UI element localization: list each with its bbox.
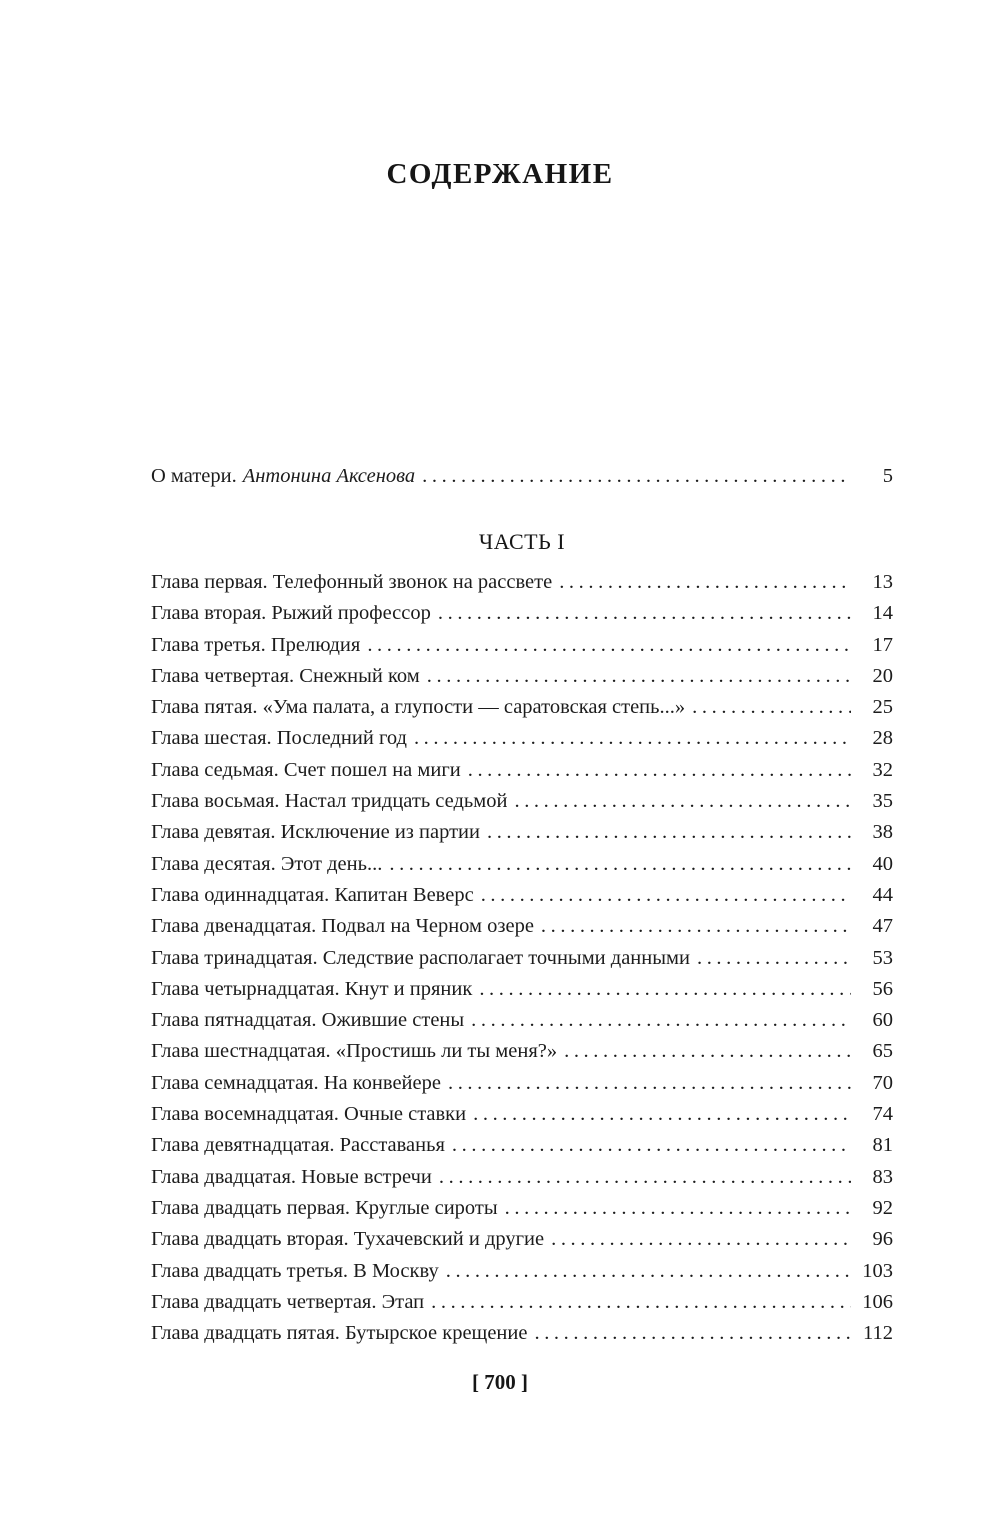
chapter-page-number: 96 xyxy=(872,1228,893,1251)
chapter-page-number: 44 xyxy=(872,883,893,906)
toc-entry xyxy=(151,1287,893,1318)
chapter-page-number: 25 xyxy=(872,696,893,719)
chapter-page-number: 112 xyxy=(863,1322,893,1345)
dot-leader xyxy=(431,1287,851,1318)
chapter-title: Глава шестая. Последний год xyxy=(151,727,407,750)
toc-entry xyxy=(151,1162,893,1193)
dot-leader xyxy=(367,630,851,661)
toc-content xyxy=(151,463,893,1349)
chapter-page-number: 35 xyxy=(872,790,893,813)
dot-leader xyxy=(534,1318,851,1349)
dot-leader xyxy=(468,755,851,786)
chapter-page-number: 70 xyxy=(872,1071,893,1094)
toc-entry xyxy=(151,1224,893,1255)
chapter-title: Глава двадцать четвертая. Этап xyxy=(151,1290,425,1313)
toc-entry-front xyxy=(151,463,893,490)
chapter-page-number: 106 xyxy=(862,1290,893,1313)
toc-entry xyxy=(151,1099,893,1130)
dot-leader xyxy=(471,1005,851,1036)
dot-leader xyxy=(514,786,851,817)
front-item-author: Антонина Аксенова xyxy=(242,465,416,487)
chapter-page-number: 13 xyxy=(872,571,893,593)
toc-entry xyxy=(151,786,893,817)
part-heading: ЧАСТЬ I xyxy=(478,529,566,554)
toc-entry xyxy=(151,661,893,692)
toc-entry xyxy=(151,943,893,974)
toc-entry xyxy=(151,1068,893,1099)
toc-entry xyxy=(151,880,893,911)
dot-leader xyxy=(438,598,851,629)
toc-entry xyxy=(151,849,893,880)
dot-leader xyxy=(422,463,851,490)
dot-leader xyxy=(448,1068,851,1099)
dot-leader xyxy=(559,567,851,598)
dot-leader xyxy=(692,692,851,723)
dot-leader xyxy=(414,723,851,754)
dot-leader xyxy=(487,817,851,848)
chapter-page-number: 60 xyxy=(872,1009,893,1032)
dot-leader xyxy=(389,849,851,880)
chapter-title: Глава десятая. Этот день... xyxy=(151,852,383,875)
page-folio: [ 700 ] xyxy=(472,1370,528,1394)
chapter-title: Глава шестнадцатая. «Простишь ли ты меня?» xyxy=(151,1040,558,1063)
toc-entry xyxy=(151,974,893,1005)
dot-leader xyxy=(541,911,851,942)
toc-entry xyxy=(151,1256,893,1287)
toc-entry xyxy=(151,1036,893,1067)
chapter-title: Глава девятнадцатая. Расставанья xyxy=(151,1134,445,1157)
chapter-page-number: 38 xyxy=(872,821,893,844)
dot-leader xyxy=(505,1193,851,1224)
chapter-title: Глава тринадцатая. Следствие располагает точными данными xyxy=(151,946,690,969)
chapter-list xyxy=(151,567,893,1349)
chapter-page-number: 17 xyxy=(872,633,893,656)
chapter-title: Глава двенадцатая. Подвал на Черном озере xyxy=(151,915,534,938)
chapter-title: Глава двадцать третья. В Москву xyxy=(151,1259,439,1282)
chapter-title: Глава одиннадцатая. Капитан Веверс xyxy=(151,883,474,906)
chapter-title: Глава вторая. Рыжий профессор xyxy=(151,602,431,625)
chapter-title: Глава пятая. «Ума палата, а глупости — саратовская степь...» xyxy=(151,696,686,719)
dot-leader xyxy=(697,943,851,974)
toc-entry xyxy=(151,1005,893,1036)
chapter-page-number: 92 xyxy=(872,1196,893,1219)
chapter-page-number: 83 xyxy=(872,1165,893,1188)
chapter-title: Глава восемнадцатая. Очные ставки xyxy=(151,1103,467,1126)
front-entry-label xyxy=(151,463,415,490)
chapter-title: Глава третья. Прелюдия xyxy=(151,633,361,656)
dot-leader xyxy=(452,1130,851,1161)
chapter-title: Глава седьмая. Счет пошел на миги xyxy=(151,758,461,781)
toc-entry xyxy=(151,755,893,786)
chapter-title: Глава двадцатая. Новые встречи xyxy=(151,1165,432,1188)
dot-leader xyxy=(473,1099,851,1130)
chapter-page-number: 74 xyxy=(872,1103,893,1126)
chapter-title: Глава двадцать первая. Круглые сироты xyxy=(151,1196,498,1219)
dot-leader xyxy=(479,974,851,1005)
toc-entry xyxy=(151,692,893,723)
chapter-title: Глава пятнадцатая. Ожившие стены xyxy=(151,1009,465,1032)
dot-leader xyxy=(427,661,851,692)
toc-entry xyxy=(151,567,893,598)
toc-entry xyxy=(151,1318,893,1349)
dot-leader xyxy=(439,1162,851,1193)
chapter-title: Глава первая. Телефонный звонок на рассвете xyxy=(151,571,553,593)
page-title: СОДЕРЖАНИЕ xyxy=(386,158,614,190)
toc-entry xyxy=(151,1130,893,1161)
chapter-page-number: 14 xyxy=(872,602,893,625)
dot-leader xyxy=(446,1256,851,1287)
toc-entry xyxy=(151,911,893,942)
chapter-page-number: 56 xyxy=(872,977,893,1000)
dot-leader xyxy=(481,880,851,911)
chapter-page-number: 32 xyxy=(872,758,893,781)
chapter-page-number: 28 xyxy=(872,727,893,750)
chapter-title: Глава семнадцатая. На конвейере xyxy=(151,1071,441,1094)
chapter-page-number: 53 xyxy=(872,946,893,969)
dot-leader xyxy=(564,1036,851,1067)
toc-entry xyxy=(151,1193,893,1224)
front-item-page-number: 5 xyxy=(882,465,893,487)
chapter-page-number: 47 xyxy=(872,915,893,938)
chapter-title: Глава четырнадцатая. Кнут и пряник xyxy=(151,977,473,1000)
chapter-title: Глава восьмая. Настал тридцать седьмой xyxy=(151,790,508,813)
chapter-title: Глава четвертая. Снежный ком xyxy=(151,664,420,687)
chapter-title: Глава двадцать пятая. Бутырское крещение xyxy=(151,1322,528,1345)
toc-entry xyxy=(151,630,893,661)
chapter-page-number: 103 xyxy=(862,1259,893,1282)
toc-entry xyxy=(151,723,893,754)
chapter-page-number: 65 xyxy=(872,1040,893,1063)
front-item-title: О матери. xyxy=(151,465,237,487)
chapter-title: Глава девятая. Исключение из партии xyxy=(151,821,480,844)
toc-entry xyxy=(151,598,893,629)
chapter-page-number: 40 xyxy=(872,852,893,875)
toc-entry xyxy=(151,817,893,848)
dot-leader xyxy=(551,1224,851,1255)
chapter-page-number: 20 xyxy=(872,664,893,687)
chapter-page-number: 81 xyxy=(872,1134,893,1157)
chapter-title: Глава двадцать вторая. Тухачевский и другие xyxy=(151,1228,545,1251)
